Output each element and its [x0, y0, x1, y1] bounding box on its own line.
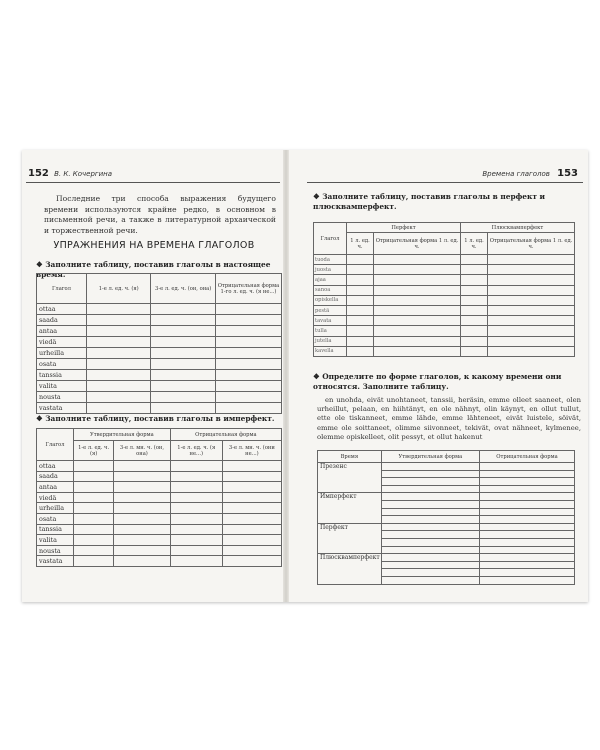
t4-answer-cell[interactable]: [480, 531, 575, 539]
t3-answer-cell[interactable]: [460, 265, 487, 275]
t4-answer-cell[interactable]: [480, 463, 575, 471]
t1-header-3sg: 3-е л. ед. ч. (он, она): [151, 274, 216, 304]
t3-verb-cell: tulla: [314, 326, 347, 336]
t4-answer-cell[interactable]: [381, 576, 479, 584]
t2-row: [37, 492, 282, 503]
t3-answer-cell[interactable]: [374, 295, 461, 305]
task4-title-text: Определите по форме глаголов, к какому времени они относятся. Заполните таблицу.: [313, 372, 562, 391]
t4-answer-cell[interactable]: [381, 569, 479, 577]
t4-answer-cell[interactable]: [381, 523, 479, 531]
t2-answer-cell[interactable]: [222, 503, 281, 514]
t2-sub-1: 1-е л. ед. ч. (я): [74, 441, 114, 461]
right-header-rule: [307, 182, 583, 183]
t1-verb-cell: osata: [37, 359, 87, 370]
t1-row: [37, 304, 282, 315]
t2-answer-cell[interactable]: [222, 482, 281, 493]
t2-row: [37, 471, 282, 482]
t4-answer-cell[interactable]: [480, 516, 575, 524]
t4-body: [318, 463, 575, 585]
t3-answer-cell[interactable]: [374, 305, 461, 315]
t1-answer-cell[interactable]: [151, 348, 216, 359]
t2-row: [37, 556, 282, 567]
t1-verb-cell: viedä: [37, 337, 87, 348]
t1-answer-cell[interactable]: [151, 315, 216, 326]
t1-verb-cell: vastata: [37, 403, 87, 414]
t1-body: [37, 304, 282, 414]
t3-row: [314, 326, 575, 336]
t1-header-verb: Глагол: [37, 274, 87, 304]
t4-row: [318, 523, 575, 531]
t2-row: [37, 535, 282, 546]
t4-tense-label: Имперфект: [318, 493, 382, 523]
t1-answer-cell[interactable]: [215, 348, 281, 359]
t2-answer-cell[interactable]: [222, 492, 281, 503]
t1-answer-cell[interactable]: [151, 381, 216, 392]
t1-row: [37, 370, 282, 381]
t2-answer-cell[interactable]: [74, 535, 114, 546]
t4-answer-cell[interactable]: [381, 561, 479, 569]
t2-answer-cell[interactable]: [222, 556, 281, 567]
t2-answer-cell[interactable]: [170, 471, 222, 482]
t3-answer-cell[interactable]: [347, 255, 374, 265]
t2-answer-cell[interactable]: [222, 471, 281, 482]
imperfect-table: [36, 428, 282, 567]
t2-answer-cell[interactable]: [170, 482, 222, 493]
t2-row: [37, 482, 282, 493]
t2-answer-cell[interactable]: [74, 545, 114, 556]
t1-answer-cell[interactable]: [215, 337, 281, 348]
t3-row: [314, 346, 575, 356]
t2-answer-cell[interactable]: [170, 556, 222, 567]
t1-row: [37, 315, 282, 326]
intro-paragraph: Последние три способа выражения будущего времени используются крайне редко, в основном в письменной речи, а также в литературной архаической и торжественной речи.: [44, 194, 276, 235]
t1-answer-cell[interactable]: [151, 337, 216, 348]
t2-answer-cell[interactable]: [170, 461, 222, 472]
t4-answer-cell[interactable]: [480, 546, 575, 554]
t3-sub-4: Отрицательная форма 1 л. ед. ч.: [488, 233, 575, 255]
t4-answer-cell[interactable]: [480, 493, 575, 501]
left-header-rule: [26, 182, 280, 183]
t3-answer-cell[interactable]: [374, 255, 461, 265]
t4-answer-cell[interactable]: [381, 516, 479, 524]
t3-answer-cell[interactable]: [488, 305, 575, 315]
t3-answer-cell[interactable]: [488, 326, 575, 336]
t1-verb-cell: tanssia: [37, 370, 87, 381]
tense-identification-table: [317, 450, 575, 585]
t1-verb-cell: antaa: [37, 326, 87, 337]
t1-answer-cell[interactable]: [151, 326, 216, 337]
t1-verb-cell: noustа: [37, 392, 87, 403]
t2-answer-cell[interactable]: [114, 482, 171, 493]
t3-verb-cell: sanoa: [314, 285, 347, 295]
t3-answer-cell[interactable]: [488, 295, 575, 305]
t2-answer-cell[interactable]: [114, 461, 171, 472]
t2-verb-cell: antaa: [37, 482, 74, 493]
t4-answer-cell[interactable]: [381, 508, 479, 516]
t4-answer-cell[interactable]: [381, 485, 479, 493]
t1-answer-cell[interactable]: [151, 359, 216, 370]
left-page-header: [28, 168, 112, 179]
t3-verb-cell: tavata: [314, 316, 347, 326]
t4-answer-cell[interactable]: [381, 531, 479, 539]
t2-verb-cell: noustа: [37, 545, 74, 556]
t3-row: [314, 265, 575, 275]
t4-answer-cell[interactable]: [480, 561, 575, 569]
t3-answer-cell[interactable]: [460, 285, 487, 295]
t4-answer-cell[interactable]: [480, 576, 575, 584]
t2-header-verb: Глагол: [37, 429, 74, 461]
t2-answer-cell[interactable]: [222, 513, 281, 524]
t1-answer-cell[interactable]: [86, 337, 150, 348]
t3-header-perfect: Перфект: [347, 223, 461, 233]
t3-sub-1: 1 л. ед. ч.: [347, 233, 374, 255]
t2-answer-cell[interactable]: [170, 535, 222, 546]
t3-verb-cell: ajaa: [314, 275, 347, 285]
task1-title-text: Заполните таблицу, поставив глаголы в настоящее время.: [36, 260, 271, 279]
t4-answer-cell[interactable]: [480, 478, 575, 486]
t2-verb-cell: tanssia: [37, 524, 74, 535]
running-title: Времена глаголов: [482, 170, 550, 178]
t3-sub-2: Отрицательная форма 1 л. ед. ч.: [374, 233, 461, 255]
t4-answer-cell[interactable]: [381, 470, 479, 478]
t3-answer-cell[interactable]: [460, 295, 487, 305]
t2-answer-cell[interactable]: [114, 503, 171, 514]
t3-row: [314, 255, 575, 265]
t3-answer-cell[interactable]: [374, 326, 461, 336]
t2-sub-2: 3-е л. мн. ч. (он, она): [114, 441, 171, 461]
t2-verb-cell: osata: [37, 513, 74, 524]
right-page: [289, 150, 588, 602]
task3-title: ❖ Заполните таблицу, поставив глаголы в перфект и плюсквамперфект.: [313, 192, 545, 211]
t3-verb-cell: juosta: [314, 265, 347, 275]
t3-answer-cell[interactable]: [347, 346, 374, 356]
t1-verb-cell: saada: [37, 315, 87, 326]
t3-answer-cell[interactable]: [488, 316, 575, 326]
task2-title: ❖ Заполните таблицу, поставив глаголы в имперфект.: [36, 414, 275, 423]
t2-answer-cell[interactable]: [170, 545, 222, 556]
t1-answer-cell[interactable]: [86, 370, 150, 381]
t2-answer-cell[interactable]: [74, 492, 114, 503]
t3-answer-cell[interactable]: [374, 265, 461, 275]
t1-answer-cell[interactable]: [215, 315, 281, 326]
t3-answer-cell[interactable]: [374, 346, 461, 356]
t3-row: [314, 336, 575, 346]
t3-answer-cell[interactable]: [374, 275, 461, 285]
t3-answer-cell[interactable]: [488, 346, 575, 356]
t1-verb-cell: urheilla: [37, 348, 87, 359]
t3-verb-cell: kavella: [314, 346, 347, 356]
perfect-table: [313, 222, 575, 357]
t3-verb-cell: pestä: [314, 305, 347, 315]
t3-row: [314, 316, 575, 326]
t3-verb-cell: opiskella: [314, 295, 347, 305]
t2-answer-cell[interactable]: [114, 535, 171, 546]
t1-verb-cell: valita: [37, 381, 87, 392]
t3-verb-cell: tuoda: [314, 255, 347, 265]
t1-answer-cell[interactable]: [86, 304, 150, 315]
t3-row: [314, 305, 575, 315]
t2-answer-cell[interactable]: [170, 503, 222, 514]
t4-tense-label: Перфект: [318, 523, 382, 553]
t3-answer-cell[interactable]: [488, 336, 575, 346]
t4-answer-cell[interactable]: [480, 485, 575, 493]
t2-answer-cell[interactable]: [222, 461, 281, 472]
t1-row: [37, 348, 282, 359]
t3-answer-cell[interactable]: [460, 336, 487, 346]
t4-answer-cell[interactable]: [480, 523, 575, 531]
t4-answer-cell[interactable]: [480, 538, 575, 546]
t3-answer-cell[interactable]: [374, 316, 461, 326]
t2-answer-cell[interactable]: [74, 556, 114, 567]
t1-answer-cell[interactable]: [215, 403, 281, 414]
t2-verb-cell: urheilla: [37, 503, 74, 514]
t1-row: [37, 337, 282, 348]
left-page: [22, 150, 284, 602]
t2-answer-cell[interactable]: [114, 471, 171, 482]
t2-answer-cell[interactable]: [74, 482, 114, 493]
t3-answer-cell[interactable]: [347, 295, 374, 305]
t2-row: [37, 513, 282, 524]
t3-verb-cell: jutella: [314, 336, 347, 346]
t1-answer-cell[interactable]: [215, 359, 281, 370]
t3-sub-3: 1 л. ед. ч.: [460, 233, 487, 255]
t1-answer-cell[interactable]: [151, 392, 216, 403]
t2-answer-cell[interactable]: [222, 545, 281, 556]
t4-answer-cell[interactable]: [480, 470, 575, 478]
t3-answer-cell[interactable]: [347, 285, 374, 295]
t2-header-affirmative: Утвердительная форма: [74, 429, 171, 441]
task2-title-text: Заполните таблицу, поставив глаголы в имперфект.: [45, 414, 275, 423]
t4-tense-label: Презенс: [318, 463, 382, 493]
t2-answer-cell[interactable]: [222, 524, 281, 535]
t1-answer-cell[interactable]: [86, 315, 150, 326]
t4-answer-cell[interactable]: [480, 554, 575, 562]
t4-answer-cell[interactable]: [381, 538, 479, 546]
t3-answer-cell[interactable]: [347, 305, 374, 315]
t3-answer-cell[interactable]: [347, 265, 374, 275]
present-tense-table: [36, 273, 282, 414]
t2-verb-cell: vastata: [37, 556, 74, 567]
t4-header-tense: Время: [318, 451, 382, 463]
t3-row: [314, 285, 575, 295]
t1-verb-cell: ottaa: [37, 304, 87, 315]
t1-row: [37, 381, 282, 392]
t3-answer-cell[interactable]: [460, 346, 487, 356]
right-page-header: [482, 168, 578, 179]
t2-answer-cell[interactable]: [74, 513, 114, 524]
t1-answer-cell[interactable]: [86, 381, 150, 392]
t3-answer-cell[interactable]: [488, 285, 575, 295]
t1-answer-cell[interactable]: [215, 326, 281, 337]
t2-answer-cell[interactable]: [114, 492, 171, 503]
t2-verb-cell: viedä: [37, 492, 74, 503]
t4-tense-label: Плюсквамперфект: [318, 554, 382, 584]
t2-row: [37, 545, 282, 556]
t1-answer-cell[interactable]: [86, 403, 150, 414]
t4-answer-cell[interactable]: [381, 463, 479, 471]
t4-answer-cell[interactable]: [480, 500, 575, 508]
t4-answer-cell[interactable]: [381, 478, 479, 486]
t3-answer-cell[interactable]: [347, 316, 374, 326]
t4-row: [318, 554, 575, 562]
author-name: В. К. Кочергина: [54, 170, 113, 178]
t1-answer-cell[interactable]: [151, 403, 216, 414]
t4-row: [318, 493, 575, 501]
t1-answer-cell[interactable]: [151, 370, 216, 381]
t2-verb-cell: valita: [37, 535, 74, 546]
t3-answer-cell[interactable]: [460, 326, 487, 336]
t3-answer-cell[interactable]: [460, 255, 487, 265]
t4-answer-cell[interactable]: [381, 493, 479, 501]
t3-answer-cell[interactable]: [488, 275, 575, 285]
t2-row: [37, 461, 282, 472]
t3-answer-cell[interactable]: [460, 275, 487, 285]
t1-answer-cell[interactable]: [151, 304, 216, 315]
t2-answer-cell[interactable]: [74, 524, 114, 535]
t2-body: [37, 461, 282, 567]
left-page-number: 152: [28, 168, 49, 179]
t2-answer-cell[interactable]: [222, 535, 281, 546]
right-page-number: 153: [557, 168, 578, 179]
t1-header-1sg: 1-е л. ед. ч. (я): [86, 274, 150, 304]
t3-answer-cell[interactable]: [374, 285, 461, 295]
t1-answer-cell[interactable]: [86, 348, 150, 359]
t4-header-affirmative: Утвердительная форма: [381, 451, 479, 463]
t2-sub-4: 3-е л. мн. ч. (они не...): [222, 441, 281, 461]
t4-answer-cell[interactable]: [381, 500, 479, 508]
t2-answer-cell[interactable]: [114, 556, 171, 567]
t4-answer-cell[interactable]: [480, 508, 575, 516]
t1-row: [37, 392, 282, 403]
t2-answer-cell[interactable]: [170, 492, 222, 503]
t2-row: [37, 524, 282, 535]
t1-row: [37, 359, 282, 370]
t1-answer-cell[interactable]: [215, 304, 281, 315]
t1-answer-cell[interactable]: [86, 359, 150, 370]
t1-row: [37, 403, 282, 414]
t4-answer-cell[interactable]: [381, 554, 479, 562]
t2-answer-cell[interactable]: [74, 503, 114, 514]
t2-answer-cell[interactable]: [170, 524, 222, 535]
t2-answer-cell[interactable]: [170, 513, 222, 524]
t3-answer-cell[interactable]: [347, 336, 374, 346]
section-title: УПРАЖНЕНИЯ НА ВРЕМЕНА ГЛАГОЛОВ: [53, 240, 255, 251]
t2-answer-cell[interactable]: [114, 513, 171, 524]
t1-answer-cell[interactable]: [215, 392, 281, 403]
t3-body: [314, 255, 575, 357]
t3-answer-cell[interactable]: [347, 275, 374, 285]
t2-row: [37, 503, 282, 514]
t4-answer-cell[interactable]: [480, 569, 575, 577]
t3-answer-cell[interactable]: [460, 316, 487, 326]
t2-answer-cell[interactable]: [74, 471, 114, 482]
t3-header-pluperfect: Плюсквамперфект: [460, 223, 574, 233]
t3-row: [314, 295, 575, 305]
t1-row: [37, 326, 282, 337]
t1-answer-cell[interactable]: [215, 370, 281, 381]
t2-answer-cell[interactable]: [114, 545, 171, 556]
t3-row: [314, 275, 575, 285]
t3-answer-cell[interactable]: [488, 255, 575, 265]
t3-answer-cell[interactable]: [460, 305, 487, 315]
t3-answer-cell[interactable]: [374, 336, 461, 346]
t3-answer-cell[interactable]: [347, 326, 374, 336]
t3-answer-cell[interactable]: [488, 265, 575, 275]
task4-title: ❖ Определите по форме глаголов, к какому времени они относятся. Заполните таблицу.: [313, 372, 562, 391]
task1-title: ❖ Заполните таблицу, поставив глаголы в настоящее время.: [36, 260, 271, 279]
t2-verb-cell: saada: [37, 471, 74, 482]
t2-verb-cell: ottaa: [37, 461, 74, 472]
t1-answer-cell[interactable]: [215, 381, 281, 392]
t2-sub-3: 1-е л. ед. ч. (я не...): [170, 441, 222, 461]
t1-header-neg: Отрицательная форма 1-го л. ед. ч. (я не...): [215, 274, 281, 304]
verb-forms-passage: en unohda, eivät unohtaneet, tanssii, heräsin, emme olleet saaneet, olen urheillut, pelaan, en hiihtänyt, en ole nähnyt, olin käynyt, en ollut tullut, ette ole tiskanneet, emme lähde, emme lähteneet, eivät luistele, söivät, emme ole soittaneet, olimme siivonneet, tekivät, ovat nähneet, kylmenee, olemme opiskelleet, olit pessyt, et ollut hakenut: [317, 396, 581, 441]
t4-row: [318, 463, 575, 471]
t4-header-negative: Отрицательная форма: [480, 451, 575, 463]
t1-answer-cell[interactable]: [86, 326, 150, 337]
t3-header-verb: Глагол: [314, 223, 347, 255]
t4-answer-cell[interactable]: [381, 546, 479, 554]
t2-answer-cell[interactable]: [114, 524, 171, 535]
t2-answer-cell[interactable]: [74, 461, 114, 472]
t2-header-negative: Отрицательная форма: [170, 429, 281, 441]
t1-answer-cell[interactable]: [86, 392, 150, 403]
task3-title-text: Заполните таблицу, поставив глаголы в перфект и плюсквамперфект.: [313, 192, 545, 211]
